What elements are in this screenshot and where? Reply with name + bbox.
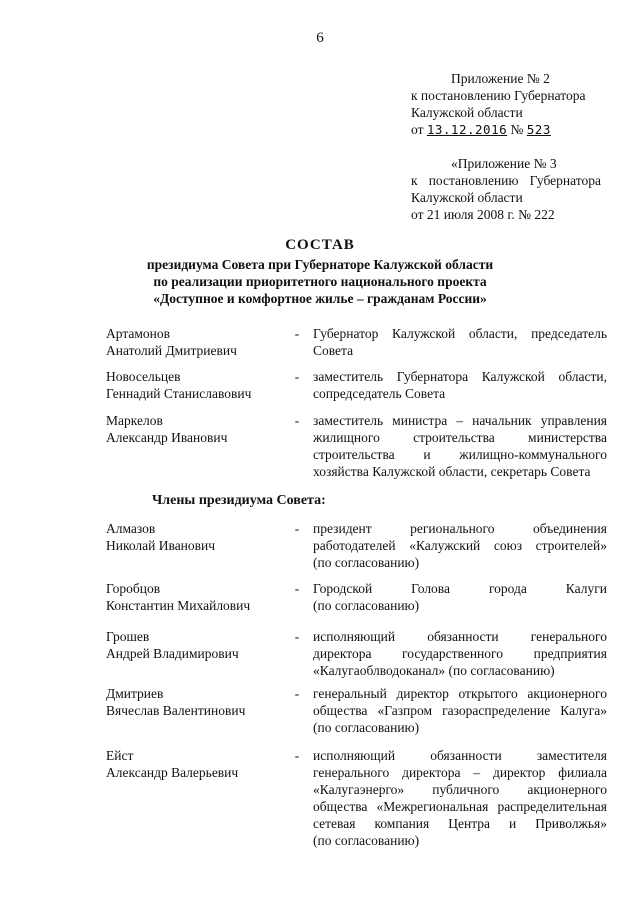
- member-position: [313, 580, 607, 614]
- member-name: [106, 412, 286, 446]
- title-line3: «Доступное и комфортное жилье – гражданам России»: [153, 291, 487, 306]
- position-line: (по согласованию): [313, 833, 420, 848]
- appendix-2-line2: к постановлению Губернатора: [411, 88, 586, 103]
- appendix-2-line3: Калужской области: [411, 105, 523, 120]
- position-line: сопредседатель Совета: [313, 386, 446, 401]
- position-line: исполняющий обязанности заместителя: [313, 748, 607, 763]
- member-name: [106, 685, 286, 719]
- member-surname: Алмазов: [106, 521, 156, 536]
- position-line: Совета: [313, 343, 354, 358]
- member-surname: Грошев: [106, 629, 150, 644]
- position-line: общества «Межрегиональная распределительная: [313, 799, 607, 814]
- appendix-3-line4: от 21 июля 2008 г. № 222: [411, 207, 555, 222]
- members-heading: Члены президиума Совета:: [152, 493, 326, 508]
- dash-separator: -: [294, 686, 300, 701]
- appendix-3-line2: к постановлению Губернатора: [411, 173, 601, 188]
- member-surname: Горобцов: [106, 581, 161, 596]
- position-line: хозяйства Калужской области, секретарь Совета: [313, 464, 591, 479]
- member-position: [313, 325, 607, 359]
- dash-separator: -: [294, 521, 300, 536]
- appendix-2-header: [411, 70, 611, 138]
- position-line: (по согласованию): [313, 598, 420, 613]
- appendix-2-date-line: [411, 121, 611, 138]
- position-line: работодателей «Калужский союз строителей»: [313, 538, 607, 553]
- member-position: [313, 628, 607, 679]
- position-line: жилищного строительства министерства: [313, 430, 607, 445]
- position-line: (по согласованию): [313, 555, 420, 570]
- dash-separator: -: [294, 629, 300, 644]
- dash-separator: -: [294, 748, 300, 763]
- member-given-name: Геннадий Станиславович: [106, 386, 252, 401]
- member-given-name: Александр Валерьевич: [106, 765, 239, 780]
- member-position: [313, 368, 607, 402]
- member-name: [106, 580, 286, 614]
- appendix-3-title: «Приложение № 3: [451, 156, 557, 171]
- position-line: президент регионального объединения: [313, 521, 607, 536]
- member-name: [106, 368, 286, 402]
- dash-separator: -: [294, 326, 300, 341]
- position-line: «Калугаэнерго» публичного акционерного: [313, 782, 607, 797]
- position-line: директора государственного предприятия: [313, 646, 607, 661]
- member-position: [313, 520, 607, 571]
- member-given-name: Андрей Владимирович: [106, 646, 239, 661]
- decree-date: 13.12.2016: [426, 122, 508, 137]
- member-name: [106, 520, 286, 554]
- position-line: «Калугаоблводоканал» (по согласованию): [313, 663, 555, 678]
- number-prefix: №: [510, 122, 524, 137]
- member-position: [313, 412, 607, 480]
- member-given-name: Александр Иванович: [106, 430, 228, 445]
- position-line: исполняющий обязанности генерального: [313, 629, 607, 644]
- member-name: [106, 325, 286, 359]
- member-name: [106, 747, 286, 781]
- position-line: сетевая компания Центра и Приволжья»: [313, 816, 607, 831]
- position-line: заместитель министра – начальник управления: [313, 413, 607, 428]
- member-given-name: Николай Иванович: [106, 538, 216, 553]
- member-surname: Дмитриев: [106, 686, 164, 701]
- member-given-name: Вячеслав Валентинович: [106, 703, 246, 718]
- position-line: Городской Голова города Калуги: [313, 581, 607, 596]
- dash-separator: -: [294, 369, 300, 384]
- member-surname: Маркелов: [106, 413, 163, 428]
- appendix-3-header: [411, 155, 611, 223]
- member-surname: Артамонов: [106, 326, 171, 341]
- position-line: генерального директора – директор филиала: [313, 765, 607, 780]
- title-main: СОСТАВ: [285, 237, 355, 253]
- page-number: 6: [316, 30, 324, 46]
- date-prefix: от: [411, 122, 424, 137]
- title-line1: президиума Совета при Губернаторе Калужской области: [146, 257, 494, 272]
- title-line2: по реализации приоритетного национального проекта: [153, 274, 487, 289]
- member-surname: Новосельцев: [106, 369, 181, 384]
- appendix-2-title: Приложение № 2: [451, 71, 550, 86]
- position-line: Губернатор Калужской области, председатель: [313, 326, 607, 341]
- member-position: [313, 747, 607, 849]
- member-name: [106, 628, 286, 662]
- position-line: строительства и жилищно-коммунального: [313, 447, 607, 462]
- member-given-name: Анатолий Дмитриевич: [106, 343, 237, 358]
- position-line: общества «Газпром газораспределение Калуга»: [313, 703, 607, 718]
- dash-separator: -: [294, 413, 300, 428]
- position-line: заместитель Губернатора Калужской области,: [313, 369, 607, 384]
- member-surname: Ейст: [106, 748, 134, 763]
- member-given-name: Константин Михайлович: [106, 598, 251, 613]
- position-line: (по согласованию): [313, 720, 420, 735]
- decree-number: 523: [526, 122, 551, 137]
- appendix-3-line3: Калужской области: [411, 190, 523, 205]
- document-title: [0, 237, 640, 307]
- member-position: [313, 685, 607, 736]
- dash-separator: -: [294, 581, 300, 596]
- position-line: генеральный директор открытого акционерного: [313, 686, 607, 701]
